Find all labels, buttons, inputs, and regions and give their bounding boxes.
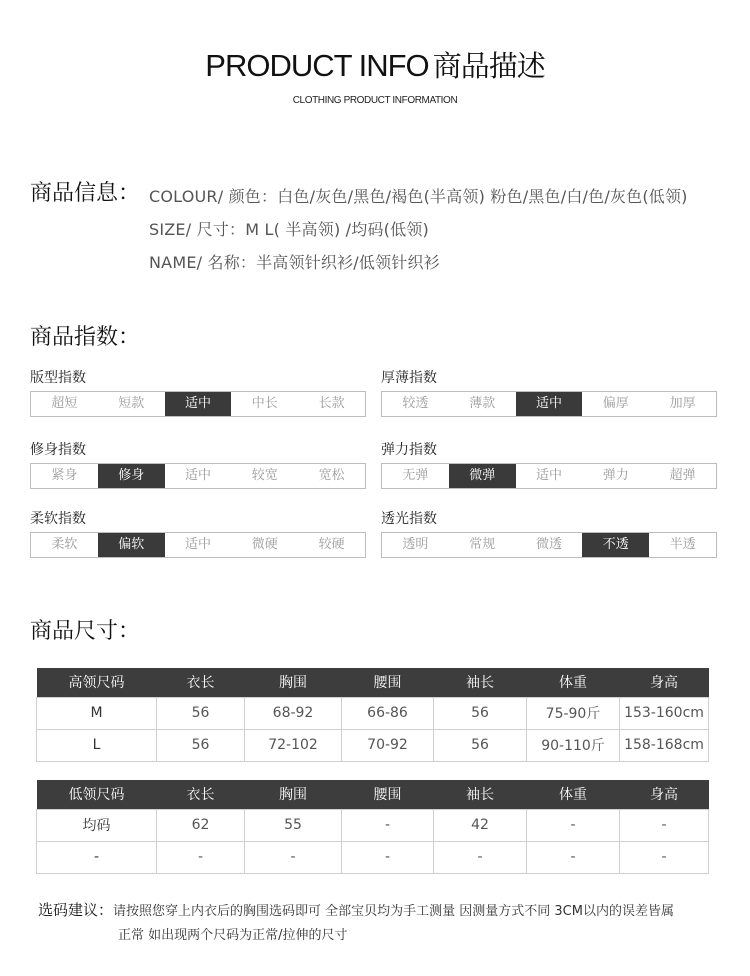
index-elasticity — [381, 440, 717, 489]
column-header: 腰围 — [342, 780, 434, 809]
index-option: 紧身 — [51, 468, 78, 483]
column-header: 衣长 — [157, 668, 245, 697]
table-cell: - — [157, 841, 245, 873]
index-option: 长款 — [318, 396, 345, 411]
table-cell: 56 — [434, 697, 527, 729]
size-advice-label: 选码建议： — [38, 901, 114, 919]
index-option: 较宽 — [251, 468, 278, 483]
index-scale — [30, 463, 366, 489]
table-cell: 均码 — [37, 809, 157, 841]
table-cell: 72-102 — [245, 729, 342, 761]
index-option: 弹力 — [602, 468, 629, 483]
size-advice-line-1 — [38, 898, 728, 924]
column-header: 低领尺码 — [37, 780, 157, 809]
product-info-heading: 商品信息： — [30, 181, 141, 206]
table-cell: 56 — [157, 729, 245, 761]
table-cell: 56 — [157, 697, 245, 729]
index-slim — [30, 440, 366, 489]
table-cell: 42 — [434, 809, 527, 841]
column-header: 胸围 — [245, 780, 342, 809]
table-cell: 90-110斤 — [527, 729, 620, 761]
index-option: 薄款 — [469, 396, 496, 411]
index-option: 微弹 — [449, 464, 516, 488]
table-cell: 158-168cm — [620, 729, 709, 761]
size-advice — [38, 898, 728, 948]
column-header: 体重 — [527, 780, 620, 809]
index-option: 微透 — [535, 537, 562, 552]
index-option: 加厚 — [669, 396, 696, 411]
index-option: 微硬 — [251, 537, 278, 552]
column-header: 高领尺码 — [37, 668, 157, 697]
column-header: 身高 — [620, 668, 709, 697]
index-option: 适中 — [184, 537, 211, 552]
table-cell: - — [245, 841, 342, 873]
column-header: 腰围 — [342, 668, 434, 697]
index-scale — [381, 463, 717, 489]
table-cell: - — [434, 841, 527, 873]
table-cell: 55 — [245, 809, 342, 841]
index-option: 超弹 — [669, 468, 696, 483]
page-header — [0, 44, 750, 106]
index-option: 适中 — [165, 392, 232, 416]
table-cell: - — [342, 809, 434, 841]
table-cell: 68-92 — [245, 697, 342, 729]
column-header: 身高 — [620, 780, 709, 809]
column-header: 袖长 — [434, 668, 527, 697]
sizes-title: 商品尺寸： — [30, 619, 141, 644]
index-option: 透明 — [402, 537, 429, 552]
table-cell: 153-160cm — [620, 697, 709, 729]
table-cell: - — [527, 809, 620, 841]
table-cell: - — [342, 841, 434, 873]
index-option: 偏厚 — [602, 396, 629, 411]
column-header: 胸围 — [245, 668, 342, 697]
table-header-row — [37, 780, 709, 809]
index-option: 适中 — [535, 468, 562, 483]
table-row — [37, 841, 709, 873]
table-cell: L — [37, 729, 157, 761]
index-option: 适中 — [516, 392, 583, 416]
table-row — [37, 729, 709, 761]
page-title-cn: 商品描述 — [432, 49, 545, 83]
index-option: 宽松 — [318, 468, 345, 483]
index-option: 修身 — [98, 464, 165, 488]
column-header: 袖长 — [434, 780, 527, 809]
index-label: 厚薄指数 — [381, 370, 437, 386]
index-label: 修身指数 — [30, 442, 86, 458]
size-table-high-collar — [36, 668, 709, 762]
table-cell: 56 — [434, 729, 527, 761]
table-header-row — [37, 668, 709, 697]
indices-title: 商品指数： — [30, 325, 141, 350]
index-option: 超短 — [51, 396, 78, 411]
index-option: 偏软 — [98, 533, 165, 557]
name-line: NAME/ 名称：半高领针织衫/低领针织衫 — [149, 253, 440, 272]
index-transparency — [381, 509, 717, 558]
index-label: 柔软指数 — [30, 511, 86, 527]
index-option: 中长 — [251, 396, 278, 411]
table-cell: - — [527, 841, 620, 873]
index-label: 弹力指数 — [381, 442, 437, 458]
table-row — [37, 809, 709, 841]
index-option: 短款 — [118, 396, 145, 411]
index-scale — [30, 532, 366, 558]
index-option: 常规 — [469, 537, 496, 552]
column-header: 体重 — [527, 668, 620, 697]
index-scale — [381, 532, 717, 558]
colour-line: COLOUR/ 颜色：白色/灰色/黑色/褐色(半高领) 粉色/黑色/白/色/灰色(低领) — [149, 187, 688, 206]
index-option: 较硬 — [318, 537, 345, 552]
table-cell: 70-92 — [342, 729, 434, 761]
table-cell: 66-86 — [342, 697, 434, 729]
index-option: 不透 — [582, 533, 649, 557]
table-cell: 75-90斤 — [527, 697, 620, 729]
index-option: 无弹 — [402, 468, 429, 483]
index-option: 半透 — [669, 537, 696, 552]
index-option: 较透 — [402, 396, 429, 411]
table-cell: - — [620, 841, 709, 873]
table-cell: M — [37, 697, 157, 729]
index-thickness — [381, 368, 717, 417]
table-cell: 62 — [157, 809, 245, 841]
index-softness — [30, 509, 366, 558]
index-option: 柔软 — [51, 537, 78, 552]
size-line: SIZE/ 尺寸：M L( 半高领) /均码(低领) — [149, 220, 429, 239]
index-label: 版型指数 — [30, 370, 86, 386]
size-advice-text-2: 正常 如出现两个尺码为正常/拉伸的尺寸 — [118, 928, 348, 943]
index-scale — [30, 391, 366, 417]
index-label: 透光指数 — [381, 511, 437, 527]
index-option: 适中 — [184, 468, 211, 483]
table-cell: - — [37, 841, 157, 873]
column-header: 衣长 — [157, 780, 245, 809]
index-fit-type — [30, 368, 366, 417]
index-scale — [381, 391, 717, 417]
page-title — [0, 44, 750, 85]
page-title-en: PRODUCT INFO — [205, 48, 429, 83]
size-advice-text-1: 请按照您穿上内衣后的胸围选码即可 全部宝贝均为手工测量 因测量方式不同 3CM以内的误差皆属 — [113, 904, 674, 919]
page-subtitle: CLOTHING PRODUCT INFORMATION — [292, 95, 458, 106]
size-table-low-collar — [36, 780, 709, 874]
table-cell: - — [620, 809, 709, 841]
table-row — [37, 697, 709, 729]
